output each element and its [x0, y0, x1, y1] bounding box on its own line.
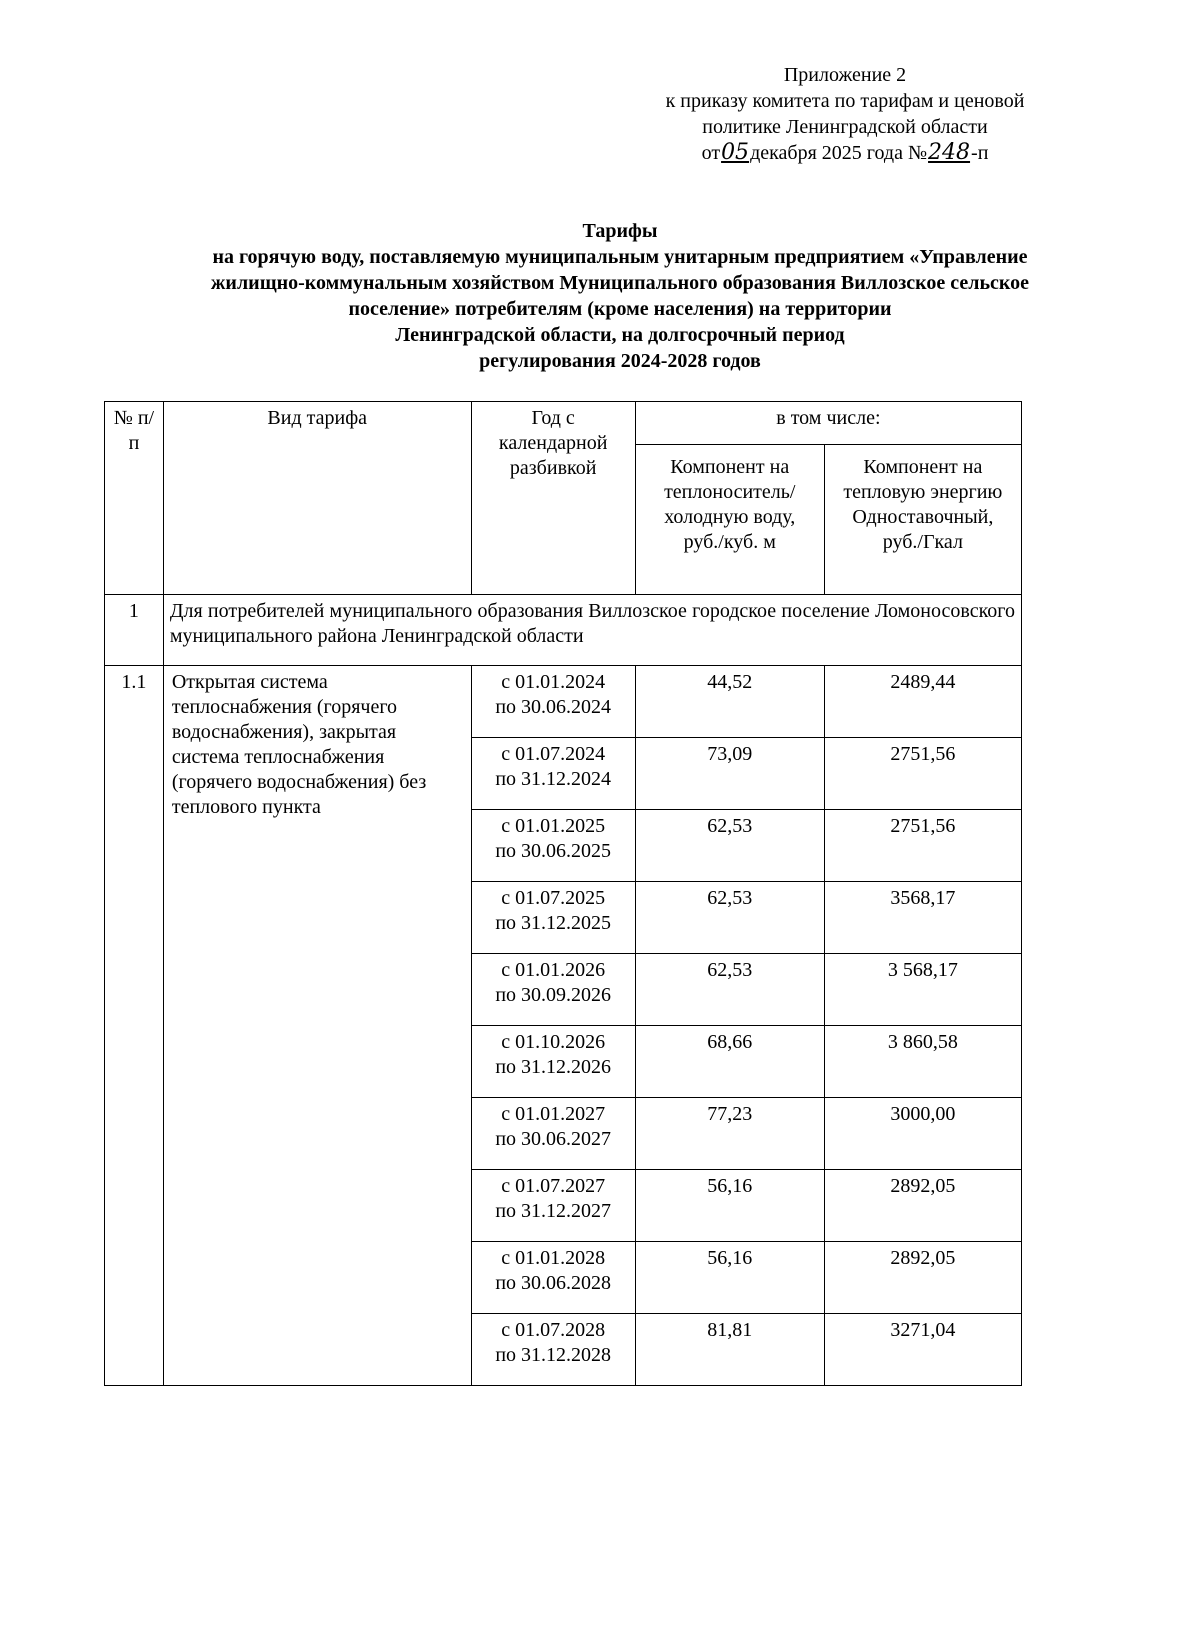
- period-cell: [471, 738, 635, 810]
- water-component-value: 68,66: [635, 1026, 824, 1098]
- section-row: [105, 595, 1022, 666]
- period-from: с 01.10.2026: [501, 1031, 606, 1053]
- header-water-component: Компонент на теплоноситель/холодную воду, руб./куб. м: [635, 445, 824, 595]
- period-cell: [471, 954, 635, 1026]
- period-to: по 31.12.2027: [495, 1200, 612, 1222]
- water-component-value: 62,53: [635, 882, 824, 954]
- heat-component-value: 2892,05: [824, 1242, 1021, 1314]
- period-to: по 30.06.2027: [495, 1128, 612, 1150]
- heat-component-value: 2751,56: [824, 810, 1021, 882]
- heading-line: поселение» потребителям (кроме населения) на территории: [348, 298, 892, 320]
- water-component-value: 81,81: [635, 1314, 824, 1386]
- water-component-value: 62,53: [635, 954, 824, 1026]
- order-day-handwritten: 05: [721, 140, 750, 165]
- water-component-value: 56,16: [635, 1242, 824, 1314]
- water-component-value: 73,09: [635, 738, 824, 810]
- period-from: с 01.07.2024: [501, 743, 606, 765]
- period-from: с 01.07.2025: [501, 887, 606, 909]
- heading-line: регулирования 2024-2028 годов: [479, 350, 761, 372]
- period-cell: [471, 882, 635, 954]
- period-from: с 01.01.2026: [501, 959, 606, 981]
- period-cell: [471, 1170, 635, 1242]
- order-number-handwritten: 248: [928, 140, 971, 165]
- order-date: декабря 2025 года №: [750, 142, 928, 164]
- water-component-value: 77,23: [635, 1098, 824, 1170]
- heat-component-value: 3568,17: [824, 882, 1021, 954]
- period-to: по 31.12.2026: [495, 1056, 612, 1078]
- section-text: Для потребителей муниципального образования Виллозское городское поселение Ломоносовского муниципального района Ленинградской области: [163, 595, 1021, 666]
- heat-component-value: 3271,04: [824, 1314, 1021, 1386]
- period-from: с 01.01.2028: [501, 1247, 606, 1269]
- order-suffix: -п: [971, 142, 989, 164]
- heat-component-value: 3 568,17: [824, 954, 1021, 1026]
- period-to: по 31.12.2028: [495, 1344, 612, 1366]
- section-num: 1: [105, 595, 164, 666]
- header-heat-component: Компонент на тепловую энергию Одноставочный, руб./Гкал: [824, 445, 1021, 595]
- appendix-line: политике Ленинградской области: [702, 116, 988, 138]
- appendix-line: к приказу комитета по тарифам и ценовой: [665, 90, 1025, 112]
- period-from: с 01.01.2025: [501, 815, 606, 837]
- period-to: по 30.06.2024: [495, 696, 612, 718]
- tariff-table: [104, 401, 1022, 1386]
- period-from: с 01.07.2027: [501, 1175, 606, 1197]
- header-num: № п/п: [105, 402, 164, 595]
- appendix-line: Приложение 2: [783, 64, 907, 86]
- order-prefix: от: [701, 142, 721, 164]
- table-header-row: [105, 402, 1022, 445]
- period-to: по 31.12.2025: [495, 912, 612, 934]
- heat-component-value: 2892,05: [824, 1170, 1021, 1242]
- heading-line: Ленинградской области, на долгосрочный период: [395, 324, 845, 346]
- period-from: с 01.01.2024: [501, 671, 606, 693]
- period-cell: [471, 1242, 635, 1314]
- period-to: по 30.06.2028: [495, 1272, 612, 1294]
- period-cell: [471, 810, 635, 882]
- heat-component-value: 3 860,58: [824, 1026, 1021, 1098]
- period-cell: [471, 666, 635, 738]
- header-including: в том числе:: [635, 402, 1021, 445]
- heat-component-value: 2489,44: [824, 666, 1021, 738]
- heat-component-value: 3000,00: [824, 1098, 1021, 1170]
- period-to: по 30.09.2026: [495, 984, 612, 1006]
- header-kind: Вид тарифа: [163, 402, 471, 595]
- table-row: [105, 666, 1022, 738]
- period-to: по 31.12.2024: [495, 768, 612, 790]
- water-component-value: 62,53: [635, 810, 824, 882]
- appendix-order-line: [610, 140, 1080, 166]
- period-to: по 30.06.2025: [495, 840, 612, 862]
- header-year: Год с календарной разбивкой: [471, 402, 635, 595]
- period-from: с 01.07.2028: [501, 1319, 606, 1341]
- period-cell: [471, 1098, 635, 1170]
- document-title: Тарифы: [582, 220, 658, 242]
- appendix-block: [610, 62, 1080, 166]
- heading-line: жилищно-коммунальным хозяйством Муниципального образования Виллозское сельское: [210, 272, 1030, 294]
- document-heading: [105, 218, 1135, 374]
- group-kind: Открытая система теплоснабжения (горячего водоснабжения), закрытая система теплоснабжения (горячего водоснабжения) без теплового пункта: [163, 666, 471, 1386]
- water-component-value: 44,52: [635, 666, 824, 738]
- heat-component-value: 2751,56: [824, 738, 1021, 810]
- heading-line: на горячую воду, поставляемую муниципальным унитарным предприятием «Управление: [212, 246, 1028, 268]
- period-cell: [471, 1026, 635, 1098]
- period-from: с 01.01.2027: [501, 1103, 606, 1125]
- water-component-value: 56,16: [635, 1170, 824, 1242]
- group-num: 1.1: [105, 666, 164, 1386]
- period-cell: [471, 1314, 635, 1386]
